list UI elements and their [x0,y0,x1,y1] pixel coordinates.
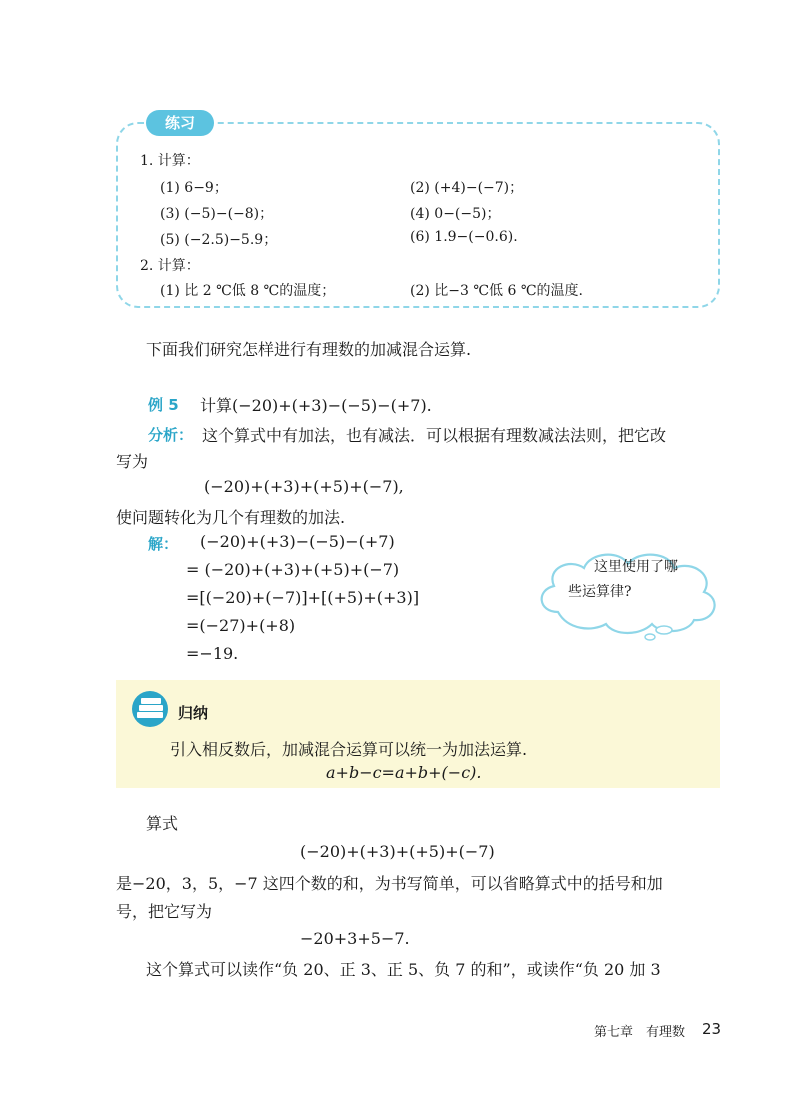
exercise-title: 练习 [146,110,214,136]
analysis-text: 写为 [116,452,149,471]
exercise-item: (3) (−5)−(−8)； [160,206,274,222]
solution-step: =(−27)+(+8) [186,616,296,635]
exercise-q1-label: 1. 计算： [140,153,200,169]
rewritten-expression: (−20)+(+3)+(+5)+(−7), [204,477,404,496]
body-expression: (−20)+(+3)+(+5)+(−7) [300,842,495,861]
bubble-text: 这里使用了哪 [594,559,678,575]
body-text: 算式 [146,814,179,833]
example-label: 例 5 [148,396,179,414]
summary-text: 引入相反数后，加减混合运算可以统一为加法运算. [170,740,528,759]
exercise-item: (2) (+4)−(−7)； [410,180,524,196]
exercise-item: (2) 比−3 ℃低 6 ℃的温度. [410,283,583,299]
analysis-label: 分析： [148,426,194,444]
analysis-text: 使问题转化为几个有理数的加法. [116,508,346,527]
chapter-footer: 第七章 有理数 [594,1025,686,1040]
summary-formula: a+b−c=a+b+(−c). [326,763,482,782]
solution-step: = (−20)+(+3)+(+5)+(−7) [186,560,400,579]
solution-step: =−19. [186,644,239,663]
exercise-item: (4) 0−(−5)； [410,206,501,222]
analysis-text: 这个算式中有加法，也有减法．可以根据有理数减法法则，把它改 [202,426,667,445]
exercise-item: (5) (−2.5)−5.9； [160,232,278,248]
example-problem: 计算(−20)+(+3)−(−5)−(+7). [200,396,432,415]
exercise-q2-label: 2. 计算： [140,258,200,274]
body-text: 是−20，3，5，−7 这四个数的和，为书写简单，可以省略算式中的括号和加 [116,874,663,893]
summary-title: 归纳 [178,704,209,722]
bubble-text: 些运算律? [568,584,632,600]
body-expression: −20+3+5−7. [300,929,410,948]
books-icon [128,690,172,728]
page-number: 23 [702,1020,722,1038]
body-text: 号，把它写为 [116,902,213,921]
exercise-item: (1) 比 2 ℃低 8 ℃的温度； [160,283,336,299]
solution-step: =[(−20)+(−7)]+[(+5)+(+3)] [186,588,420,607]
solution-step: (−20)+(+3)−(−5)−(+7) [200,532,395,551]
body-text: 这个算式可以读作“负 20、正 3、正 5、负 7 的和”，或读作“负 20 加 3 [146,960,661,979]
exercise-item: (6) 1.9−(−0.6). [410,229,518,245]
exercise-item: (1) 6−9； [160,180,228,196]
intro-paragraph: 下面我们研究怎样进行有理数的加减混合运算. [146,340,472,359]
solution-label: 解： [148,535,179,553]
